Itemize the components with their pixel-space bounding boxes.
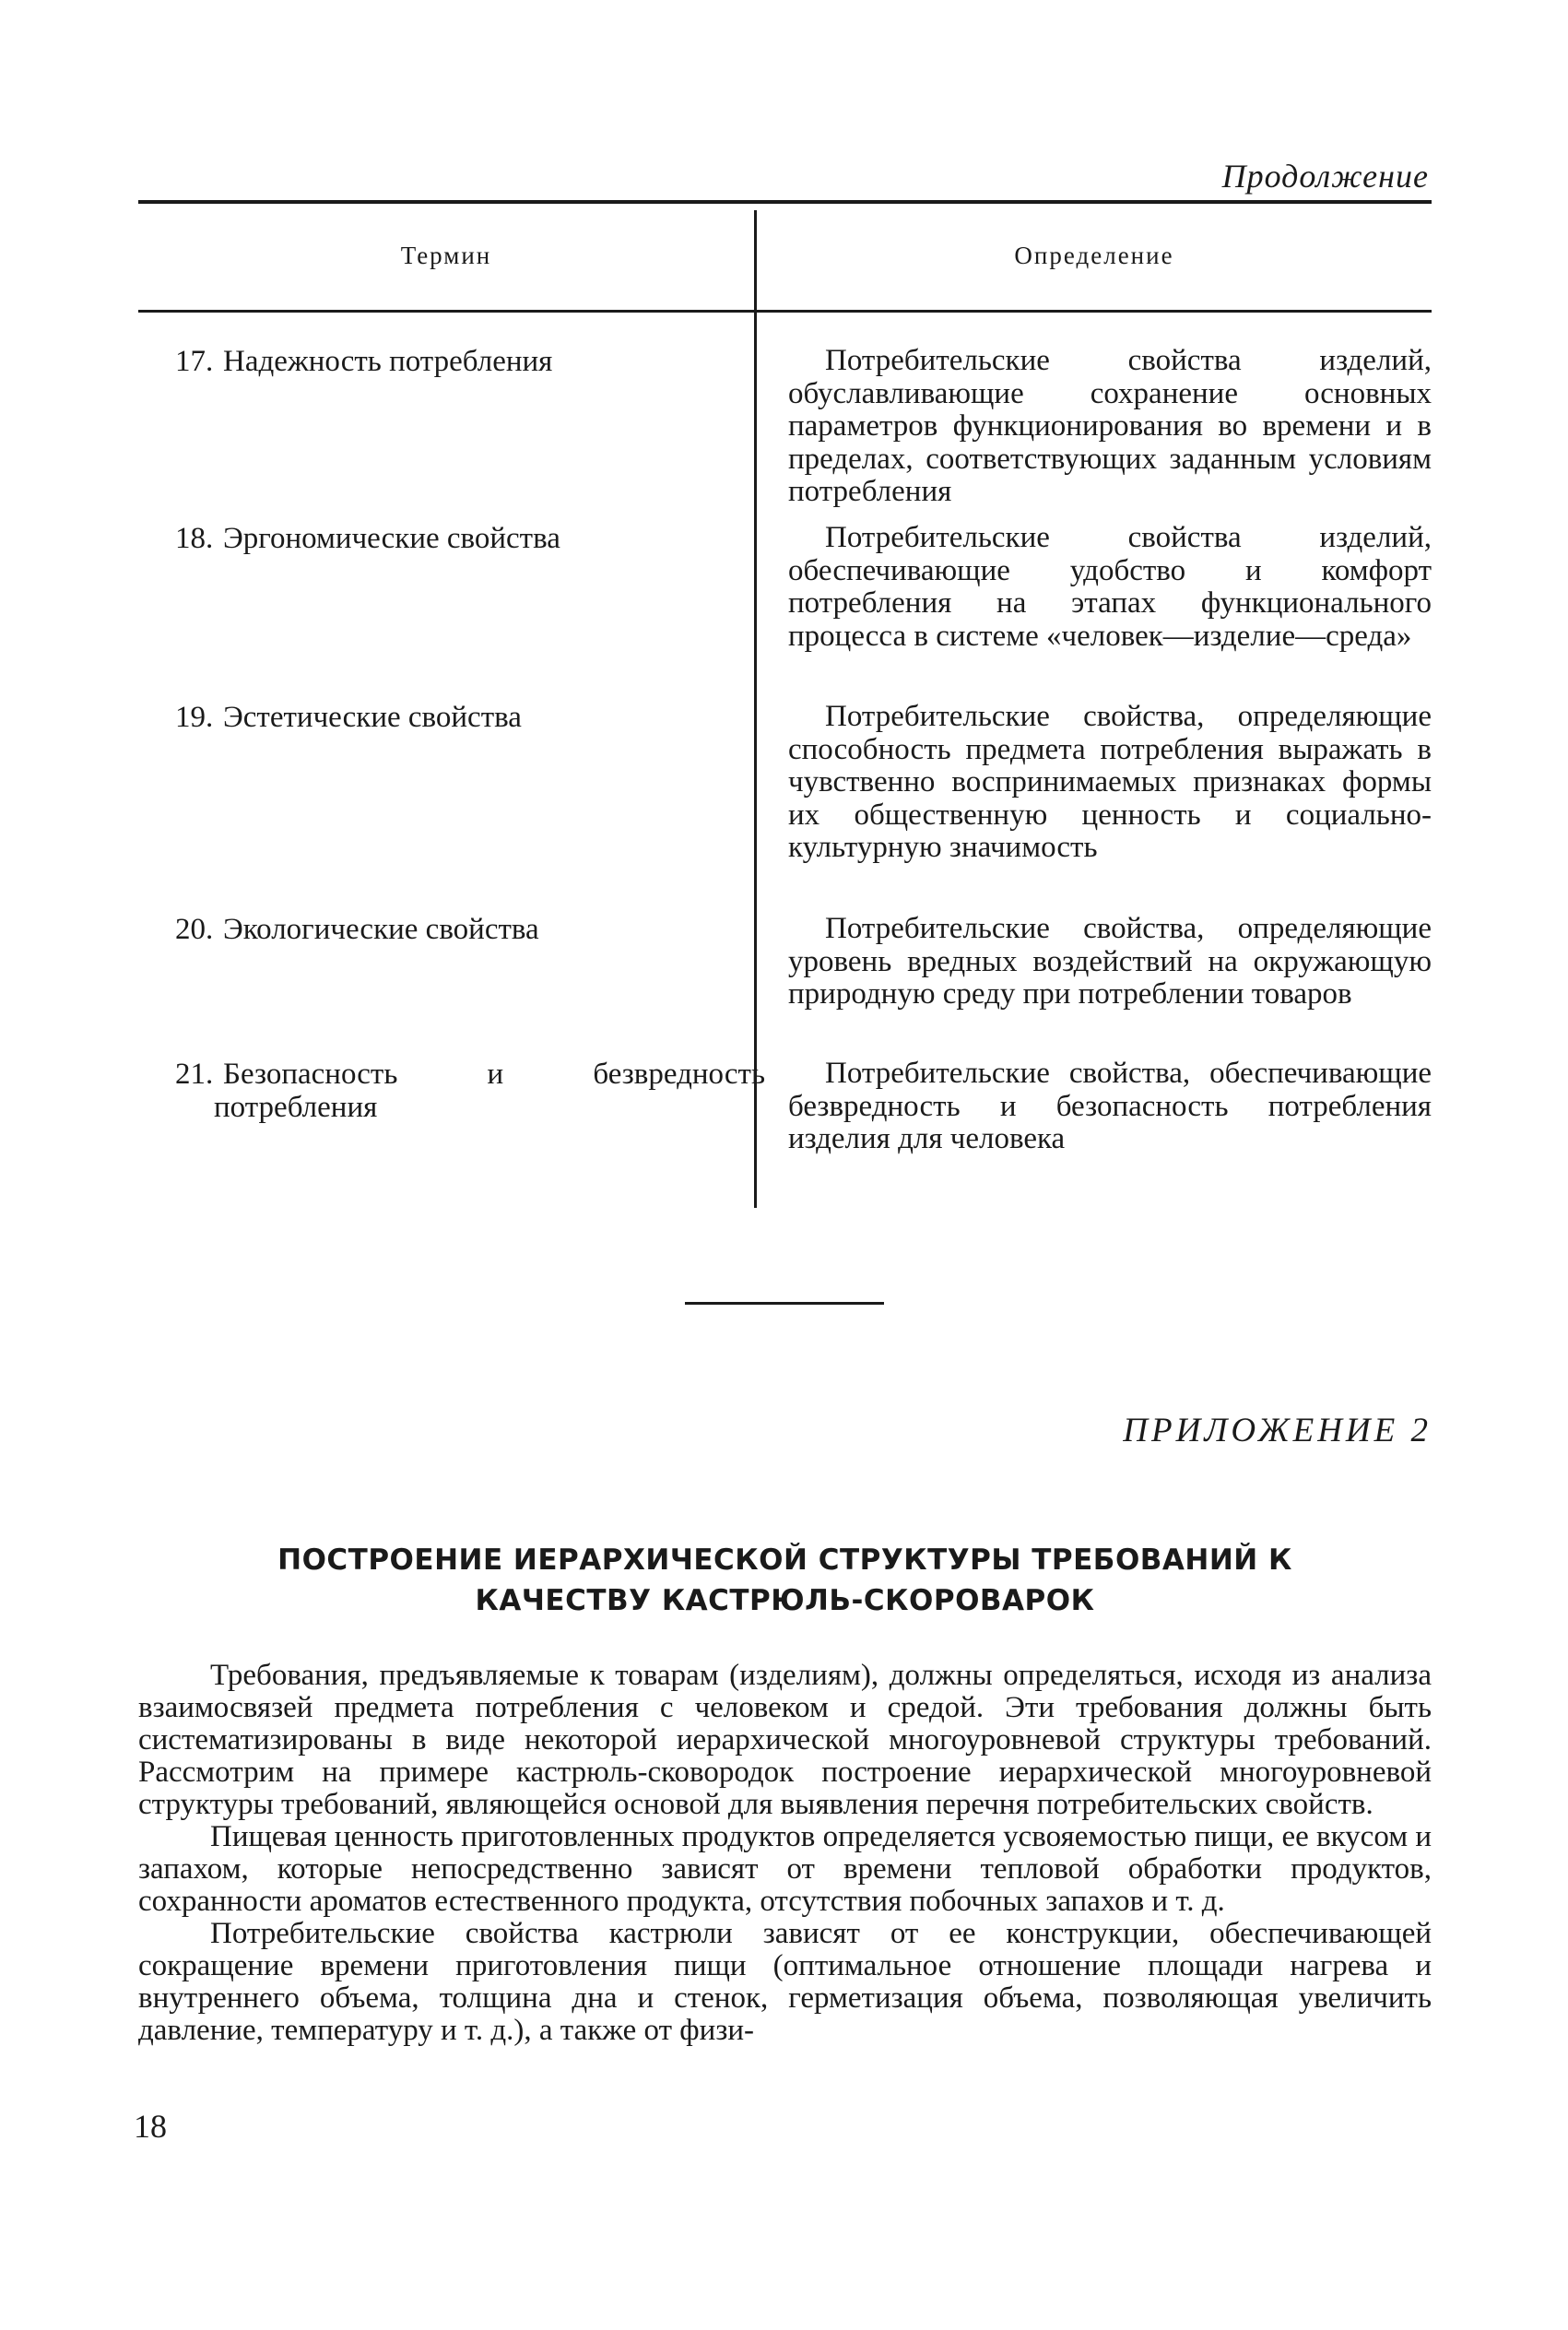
section-separator: [685, 1302, 884, 1305]
section-title: [138, 1540, 1432, 1621]
body-text: [138, 1660, 1432, 2047]
table-top-rule: [138, 200, 1432, 204]
term-text: Надежность потребления: [223, 345, 553, 378]
term-number: 17.: [175, 345, 214, 378]
paragraph: Пищевая ценность приготовленных продуктов определяется усвояемостью пищи, ее вкусом и запахом, которые непосредственно зависят от времени тепловой обработки продуктов, сохранности ароматов естественного продукта, отсутствия побочных запахов и т. д.: [138, 1820, 1432, 1918]
section-title-line1: ПОСТРОЕНИЕ ИЕРАРХИЧЕСКОЙ СТРУКТУРЫ ТРЕБОВАНИЙ К: [277, 1543, 1292, 1577]
term-text: Экологические свойства: [223, 913, 539, 946]
page-number: 18: [134, 2108, 167, 2145]
column-header-term: Термин: [400, 242, 492, 269]
column-header-definition: Определение: [1014, 242, 1174, 269]
term-cell: [175, 913, 765, 946]
section-title-line2: КАЧЕСТВУ КАСТРЮЛЬ-СКОРОВАРОК: [475, 1584, 1095, 1617]
continued-label: Продолжение: [1221, 158, 1429, 195]
term-text: Безопасность и безвредность: [223, 1058, 765, 1091]
term-text: Эргономические свойства: [223, 522, 560, 555]
definition-cell: Потребительские свойства, обеспечивающие безвредность и безопасность потребления изделия для человека: [788, 1057, 1432, 1155]
term-cell: [175, 522, 765, 555]
term-text-line2: потребления: [214, 1091, 378, 1124]
term-number: 18.: [175, 522, 214, 555]
definition-cell: Потребительские свойства, определяющие уровень вредных воздействий на окружающую природную среду при потреблении товаров: [788, 912, 1432, 1011]
term-cell: [175, 345, 765, 378]
term-number: 19.: [175, 701, 214, 734]
term-cell-continuation: [175, 1091, 765, 1124]
term-number: 20.: [175, 913, 214, 946]
paragraph: Требования, предъявляемые к товарам (изделиям), должны определяться, исходя из анализа взаимосвязей предмета потребления с человеком и средой. Эти требования должны быть систематизированы в виде некоторой иерархической многоуровневой структуры требований. Рассмотрим на примере кастрюль-сковородок построение иерархической многоуровневой структуры требований, являющейся основой для выявления перечня потребительских свойств.: [138, 1659, 1432, 1821]
paragraph: Потребительские свойства кастрюли зависят от ее конструкции, обеспечивающей сокращение времени приготовления пищи (оптимальное отношение площади нагрева и внутреннего объема, толщина дна и стенок, герметизация объема, позволяющая увеличить давление, температуру и т. д.), а также от физи-: [138, 1917, 1432, 2047]
term-cell: [175, 1058, 765, 1091]
term-text: Эстетические свойства: [223, 701, 522, 734]
definition-cell: Потребительские свойства изделий, обеспечивающие удобство и комфорт потребления на этапах функционального процесса в системе «человек—изделие—среда»: [788, 521, 1432, 653]
term-cell: [175, 701, 765, 734]
definition-cell: Потребительские свойства, определяющие способность предмета потребления выражать в чувственно воспринимаемых признаках формы их общественную ценность и социально-культурную значимость: [788, 700, 1432, 864]
term-number: 21.: [175, 1058, 214, 1091]
table-header-rule: [138, 310, 1432, 313]
appendix-label: ПРИЛОЖЕНИЕ 2: [1123, 1412, 1432, 1449]
definition-cell: Потребительские свойства изделий, обуславливающие сохранение основных параметров функционирования во времени и в пределах, соответствующих заданным условиям потребления: [788, 344, 1432, 508]
